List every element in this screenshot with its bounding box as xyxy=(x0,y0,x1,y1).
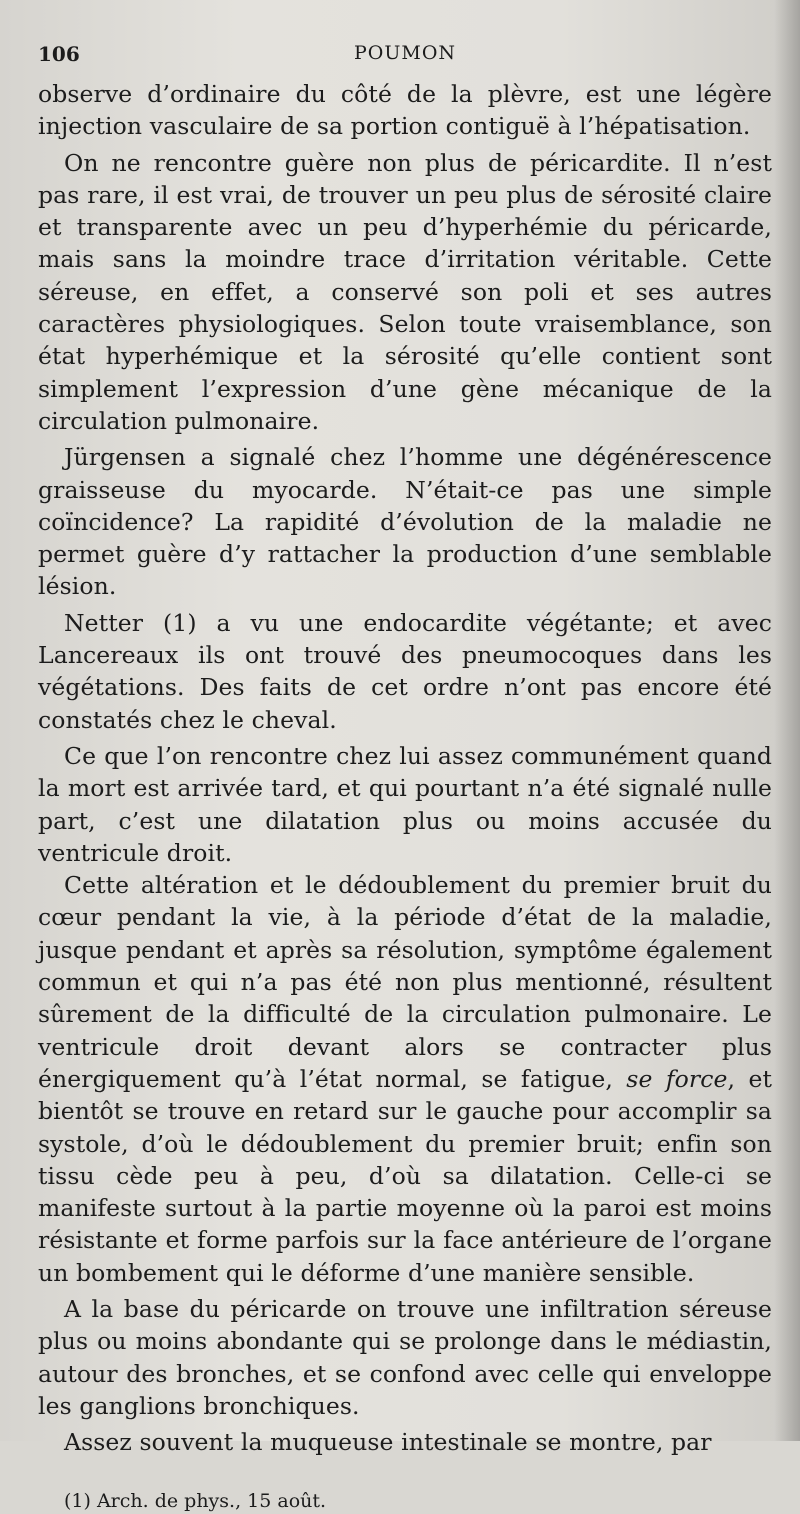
paragraph-3: Jürgensen a signalé chez l’homme une dégénérescence graisseuse du myocarde. N’était-ce pas une simple coïncidence? La rapidité d’évolution de la maladie ne permet guère d’y rattacher la production d’une semblable lésion. xyxy=(38,443,772,601)
body-text xyxy=(38,78,772,1458)
page-edge-shadow xyxy=(774,0,800,1441)
paragraph-7: A la base du péricarde on trouve une infiltration séreuse plus ou moins abondante qui se prolonge dans le médiastin, autour des bronches, et se confond avec celle qui enveloppe les ganglions bronchiques. xyxy=(38,1294,772,1420)
paragraph-6 xyxy=(38,869,772,1289)
footnote-spacer xyxy=(38,1458,772,1488)
page-header xyxy=(38,38,772,78)
running-title: POUMON xyxy=(353,42,457,64)
paragraph-1: observe d’ordinaire du côté de la plèvre, est une légère injection vasculaire de sa portion contiguë à l’hépatisation. xyxy=(38,80,772,141)
page-number: 106 xyxy=(38,42,80,66)
paragraph-6-text-a: Cette altération et le dédoublement du premier bruit du cœur pendant la vie, à la période d’état de la maladie, jusque pendant et après sa résolution, symptôme également commun et qui n’a pas été non plus mentionné, résultent sûrement de la difficulté de la circulation pulmonaire. Le ventricule droit devant alors se contracter plus énergiquement qu’à l’état normal, se fatigue, xyxy=(38,871,772,1093)
paragraph-6-emphasis: se force xyxy=(626,1064,728,1093)
footnote: (1) Arch. de phys., 15 août. xyxy=(64,1490,327,1513)
paragraph-5: Ce que l’on rencontre chez lui assez communément quand la mort est arrivée tard, et qui pourtant n’a été signalé nulle part, c’est une dilatation plus ou moins accusée du ventricule droit. xyxy=(38,741,772,867)
paragraph-4: Netter (1) a vu une endocardite végétante; et avec Lancereaux ils ont trouvé des pneumocoques dans les végétations. Des faits de cet ordre n’ont pas encore été constatés chez le cheval. xyxy=(38,608,772,734)
paragraph-8: Assez souvent la muqueuse intestinale se montre, par xyxy=(64,1428,712,1457)
paragraph-6-text-b: , et bientôt se trouve en retard sur le gauche pour accomplir sa systole, d’où le dédoublement du premier bruit; enfin son tissu cède peu à peu, d’où sa dilatation. Celle-ci se manifeste surtout à la partie moyenne où la paroi est moins résistante et forme parfois sur la face antérieure de l’organe un bombement qui le déforme d’une manière sensible. xyxy=(38,1064,772,1287)
paragraph-2: On ne rencontre guère non plus de péricardite. Il n’est pas rare, il est vrai, de trouver un peu plus de sérosité claire et transparente avec un peu d’hyperhémie du péricarde, mais sans la moindre trace d’irritation véritable. Cette séreuse, en effet, a conservé son poli et ses autres caractères physiologiques. Selon toute vraisemblance, son état hyperhémique et la sérosité qu’elle contient sont simplement l’expression d’une gène mécanique de la circulation pulmonaire. xyxy=(38,148,772,435)
